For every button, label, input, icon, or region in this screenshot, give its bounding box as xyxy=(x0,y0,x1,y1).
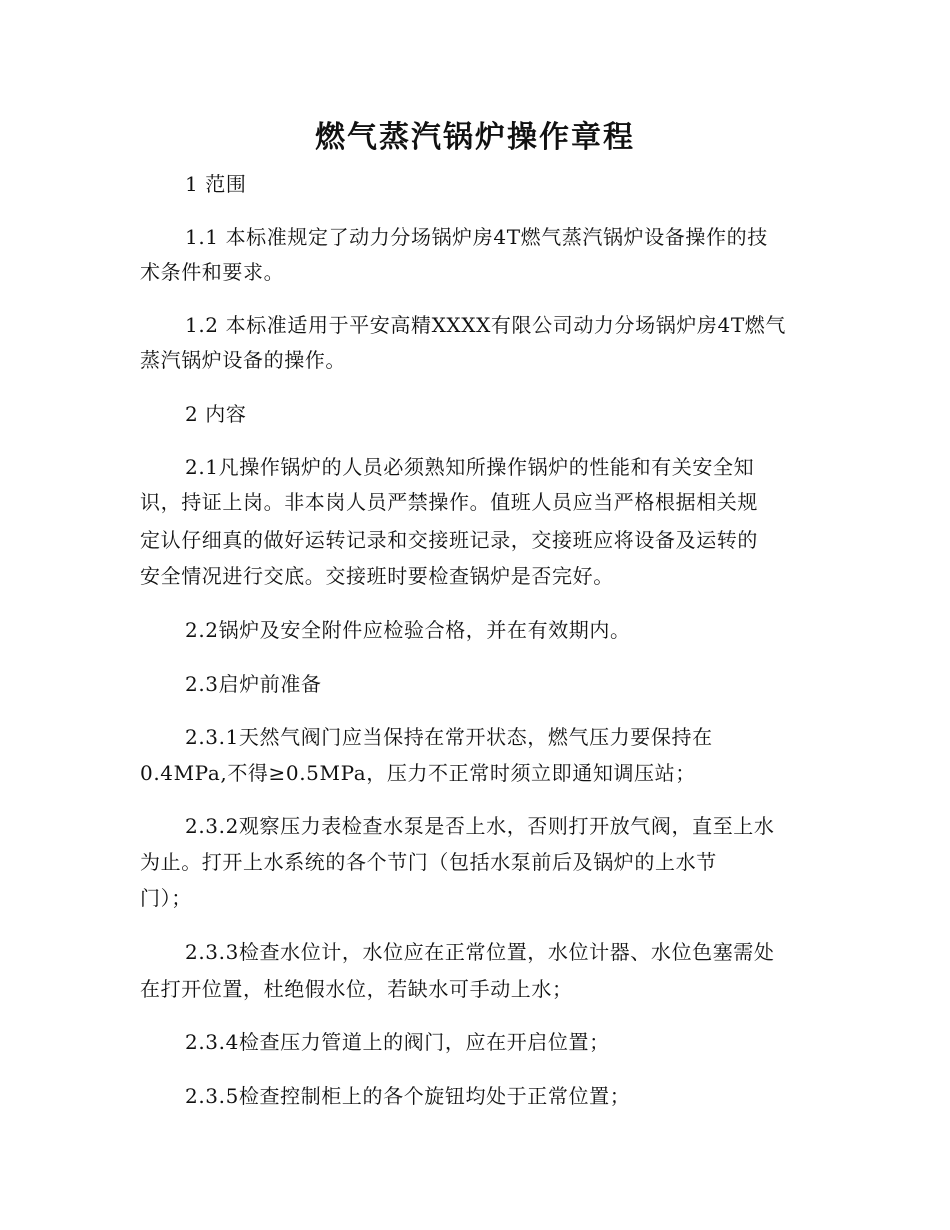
paragraph-line: 门）； xyxy=(140,886,192,910)
paragraph-line: 2.3.5检查控制柜上的各个旋钮均处于正常位置； xyxy=(185,1084,631,1108)
paragraph-line: 2.1凡操作锅炉的人员必须熟知所操作锅炉的性能和有关安全知 xyxy=(185,455,755,479)
paragraph-line: 安全情况进行交底。交接班时要检查锅炉是否完好。 xyxy=(140,564,614,588)
paragraph-line: 为止。打开上水系统的各个节门（包括水泵前后及锅炉的上水节 xyxy=(140,850,717,874)
paragraph-line: 蒸汽锅炉设备的操作。 xyxy=(140,348,346,372)
section-heading: 1 范围 xyxy=(185,172,247,196)
section-heading: 2 内容 xyxy=(185,402,247,426)
paragraph-line: 2.3.4检查压力管道上的阀门，应在开启位置； xyxy=(185,1030,610,1054)
paragraph-line: 0.4MPa,不得≥0.5MPa，压力不正常时须立即通知调压站； xyxy=(140,761,696,785)
paragraph-line: 识，持证上岗。非本岗人员严禁操作。值班人员应当严格根据相关规 xyxy=(140,490,758,514)
paragraph-line: 在打开位置，杜绝假水位，若缺水可手动上水； xyxy=(140,977,573,1001)
paragraph-line: 术条件和要求。 xyxy=(140,260,285,284)
paragraph-line: 2.3启炉前准备 xyxy=(185,672,322,696)
paragraph-line: 2.3.1天然气阀门应当保持在常开状态，燃气压力要保持在 xyxy=(185,725,713,749)
paragraph-line: 定认仔细真的做好运转记录和交接班记录，交接班应将设备及运转的 xyxy=(140,528,758,552)
document-title: 燃气蒸汽锅炉操作章程 xyxy=(315,120,635,155)
paragraph-line: 2.2锅炉及安全附件应检验合格，并在有效期内。 xyxy=(185,618,631,642)
paragraph-line: 1.2 本标准适用于平安高精XXXX有限公司动力分场锅炉房4T燃气 xyxy=(185,313,786,337)
paragraph-line: 2.3.2观察压力表检查水泵是否上水，否则打开放气阀，直至上水 xyxy=(185,814,775,838)
paragraph-line: 2.3.3检查水位计，水位应在正常位置，水位计器、水位色塞需处 xyxy=(185,940,775,964)
paragraph-line: 1.1 本标准规定了动力分场锅炉房4T燃气蒸汽锅炉设备操作的技 xyxy=(185,225,768,249)
